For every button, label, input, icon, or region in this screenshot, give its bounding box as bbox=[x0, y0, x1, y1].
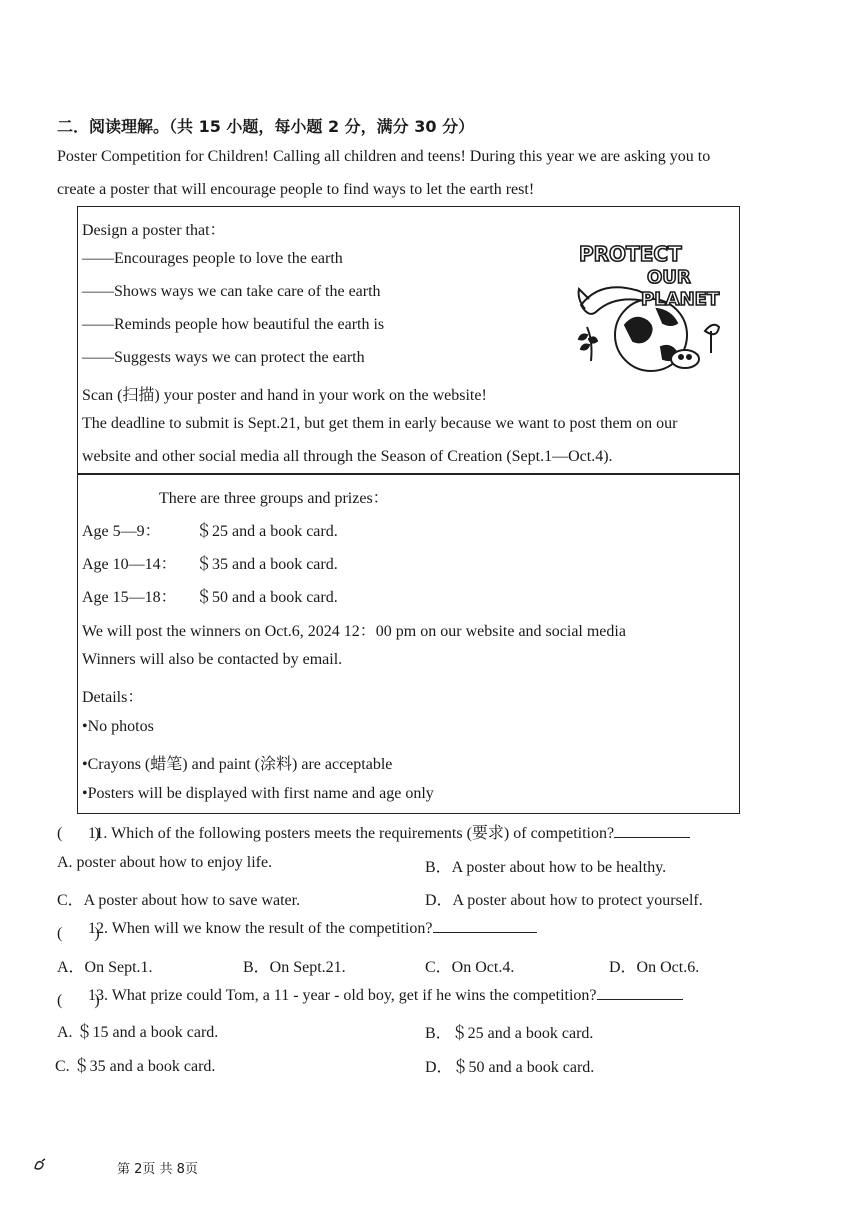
design-item: ——Shows ways we can take care of the earth bbox=[82, 283, 381, 300]
group-age: Age 10—14： bbox=[82, 556, 177, 573]
prizes-box bbox=[77, 473, 740, 814]
poster-word-protect: PROTECT bbox=[579, 242, 682, 266]
design-item: ——Suggests ways we can protect the earth bbox=[82, 349, 365, 366]
group-prize: ＄35 and a book card. bbox=[196, 556, 338, 573]
option-d: D．On Oct.6. bbox=[609, 959, 700, 976]
poster-requirements-box bbox=[77, 206, 740, 475]
option-a: A．On Sept.1. bbox=[57, 959, 153, 976]
option-d: D．A poster about how to protect yourself. bbox=[425, 892, 703, 909]
option-b: B．On Sept.21. bbox=[243, 959, 346, 976]
details-title: Details： bbox=[82, 689, 144, 706]
detail-item: •Posters will be displayed with first name and age only bbox=[82, 785, 434, 802]
question-12-text: 12. When will we know the result of the competition? bbox=[88, 920, 433, 937]
section-heading: 二．阅读理解。（共 15 小题，每小题 2 分，满分 30 分） bbox=[57, 117, 475, 136]
poster-word-planet: PLANET bbox=[641, 289, 720, 310]
option-c: C．A poster about how to save water. bbox=[57, 892, 301, 909]
intro-text-line-2: create a poster that will encourage people to find ways to let the earth rest! bbox=[57, 181, 535, 198]
corner-mark-icon bbox=[33, 1158, 47, 1174]
option-a: A. ＄15 and a book card. bbox=[57, 1024, 219, 1041]
detail-item: •Crayons (蜡笔) and paint (涂料) are acceptable bbox=[82, 756, 393, 773]
design-title: Design a poster that： bbox=[82, 222, 226, 239]
answer-paren[interactable]: ( ) bbox=[57, 992, 100, 1009]
option-c: C. ＄35 and a book card. bbox=[55, 1058, 216, 1075]
design-item: ——Reminds people how beautiful the earth is bbox=[82, 316, 385, 333]
question-text bbox=[88, 920, 537, 938]
page-number: 第 2页 共 8页 bbox=[117, 1162, 198, 1177]
option-b: B．A poster about how to be healthy. bbox=[425, 859, 667, 876]
answer-paren[interactable]: ( ) bbox=[57, 925, 100, 942]
option-a: A. poster about how to enjoy life. bbox=[57, 854, 273, 871]
scan-instruction: Scan (扫描) your poster and hand in your work on the website! bbox=[82, 387, 487, 404]
post-winners-text: We will post the winners on Oct.6, 2024 12：00 pm on our website and social media bbox=[82, 623, 626, 640]
question-text bbox=[88, 820, 690, 843]
poster-word-our: OUR bbox=[647, 267, 691, 288]
answer-blank[interactable] bbox=[597, 999, 683, 1000]
answer-paren[interactable]: ( ) bbox=[57, 825, 100, 842]
deadline-line-1: The deadline to submit is Sept.21, but get them in early because we want to post them on our bbox=[82, 415, 678, 432]
option-c: C．On Oct.4. bbox=[425, 959, 515, 976]
group-age: Age 15—18： bbox=[82, 589, 177, 606]
deadline-line-2: website and other social media all through the Season of Creation (Sept.1—Oct.4). bbox=[82, 448, 613, 465]
group-prize: ＄50 and a book card. bbox=[196, 589, 338, 606]
answer-blank[interactable] bbox=[614, 837, 690, 838]
question-13-text: 13. What prize could Tom, a 11 - year - old boy, get if he wins the competition? bbox=[88, 987, 597, 1004]
intro-text-line-1: Poster Competition for Children! Calling all children and teens! During this year we are asking you to bbox=[57, 148, 711, 165]
question-11-text: 11. Which of the following posters meets the requirements (要求) of competition? bbox=[88, 825, 615, 842]
protect-our-planet-illustration bbox=[573, 235, 723, 375]
design-item: ——Encourages people to love the earth bbox=[82, 250, 343, 267]
contacted-text: Winners will also be contacted by email. bbox=[82, 651, 343, 668]
detail-item: •No photos bbox=[82, 718, 154, 735]
group-prize: ＄25 and a book card. bbox=[196, 523, 338, 540]
answer-blank[interactable] bbox=[433, 932, 537, 933]
question-text bbox=[88, 987, 683, 1005]
group-age: Age 5—9： bbox=[82, 523, 161, 540]
option-d: D．＄50 and a book card. bbox=[425, 1059, 595, 1076]
groups-title: There are three groups and prizes： bbox=[159, 490, 389, 507]
option-b: B．＄25 and a book card. bbox=[425, 1025, 594, 1042]
